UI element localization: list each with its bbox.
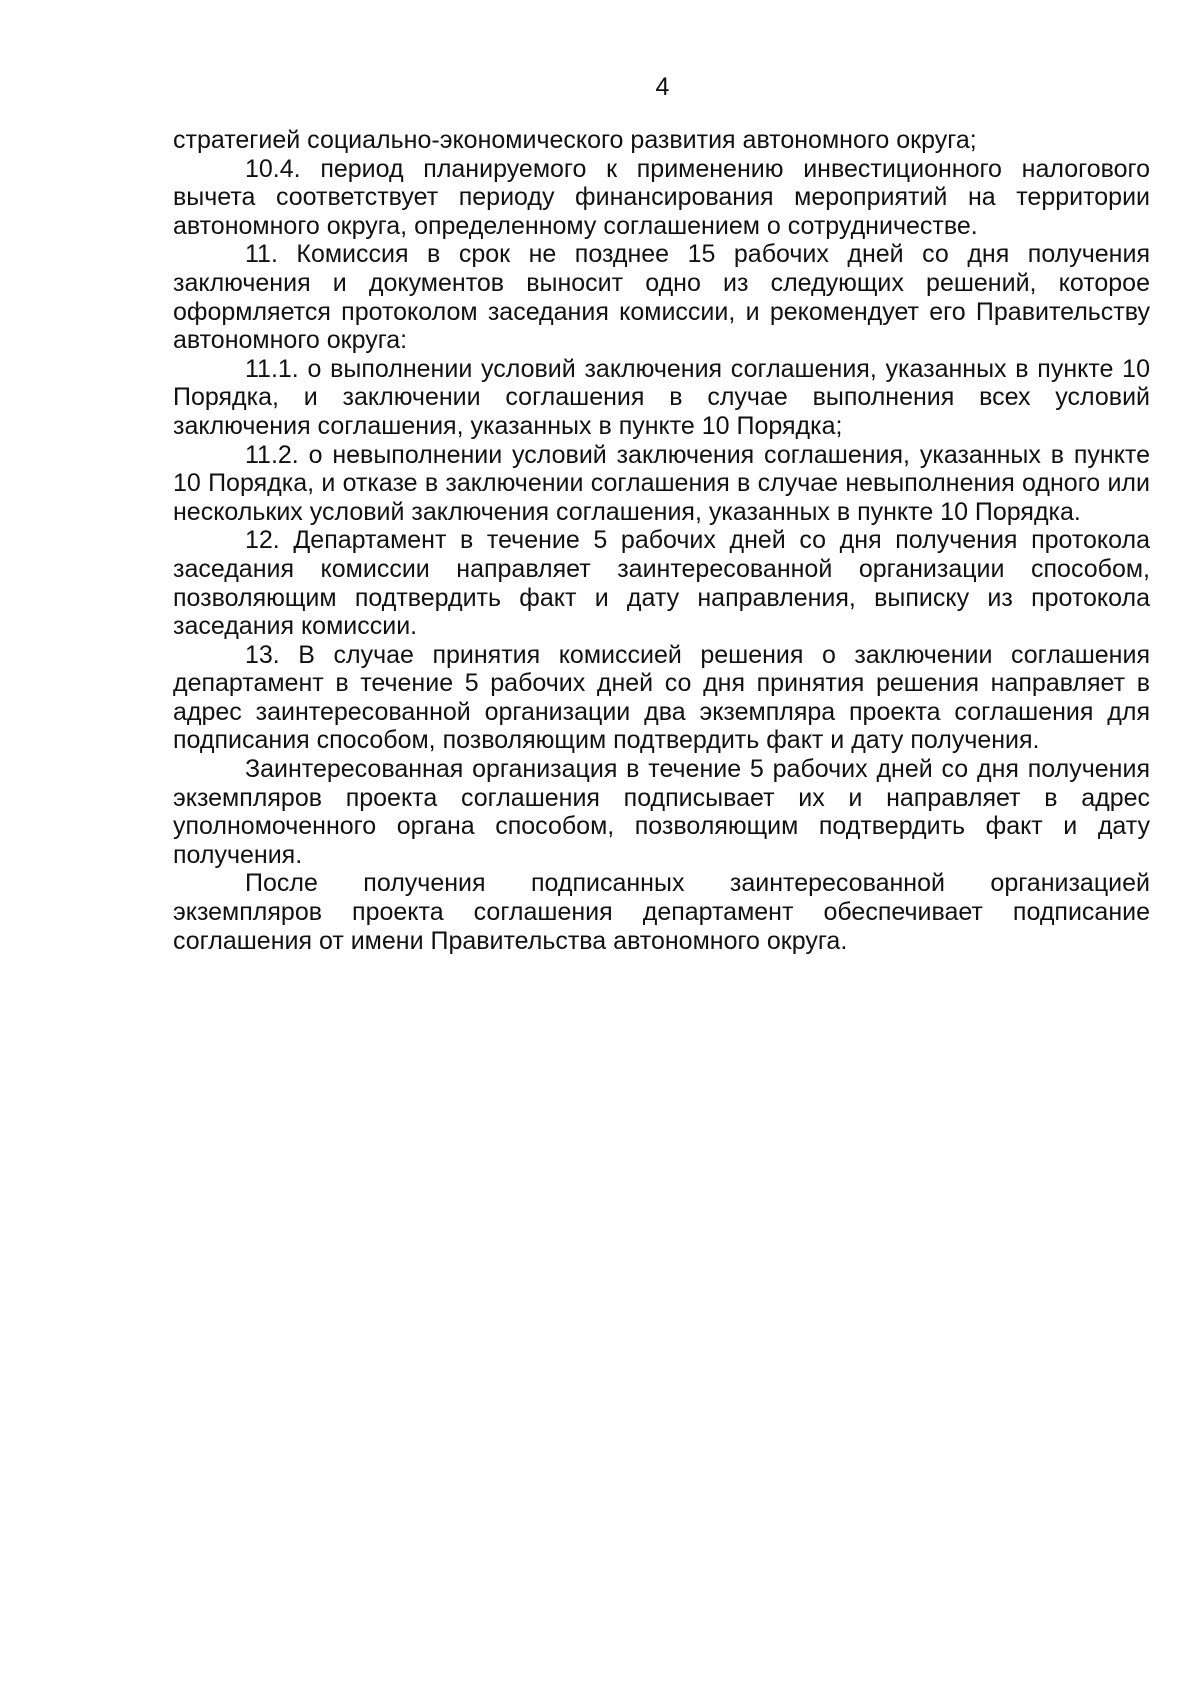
paragraph: 10.4. период планируемого к применению инвестиционного налогового вычета соответствует периоду финансирования мероприятий на территории автономного округа, определенному соглашением о сотрудничестве. — [173, 154, 1150, 240]
paragraph: 11. Комиссия в срок не позднее 15 рабочих дней со дня получения заключения и документов выносит одно из следующих решений, которое оформляется протоколом заседания комиссии, и рекомендует его Правительству автономного округа: — [173, 240, 1150, 355]
paragraph: 12. Департамент в течение 5 рабочих дней со дня получения протокола заседания комиссии направляет заинтересованной организации способом, позволяющим подтвердить факт и дату направления, выписку из протокола заседания комиссии. — [173, 526, 1150, 641]
paragraph: стратегией социально-экономического развития автономного округа; — [173, 126, 977, 154]
paragraph: 11.1. о выполнении условий заключения соглашения, указанных в пункте 10 Порядка, и заключении соглашения в случае выполнения всех условий заключения соглашения, указанных в пункте 10 Порядка; — [173, 354, 1150, 440]
paragraph: Заинтересованная организация в течение 5 рабочих дней со дня получения экземпляров проекта соглашения подписывает их и направляет в адрес уполномоченного органа способом, позволяющим подтвердить факт и дату получения. — [173, 755, 1150, 869]
paragraph: 13. В случае принятия комиссией решения о заключении соглашения департамент в течение 5 рабочих дней со дня принятия решения направляет в адрес заинтересованной организации два экземпляра проекта соглашения для подписания способом, позволяющим подтвердить факт и дату получения. — [173, 640, 1150, 755]
document-body — [173, 126, 1150, 955]
page-number: 4 — [655, 73, 670, 101]
paragraph: После получения подписанных заинтересованной организацией экземпляров проекта соглашения департамент обеспечивает подписание соглашения от имени Правительства автономного округа. — [173, 869, 1150, 955]
paragraph: 11.2. о невыполнении условий заключения соглашения, указанных в пункте 10 Порядка, и отказе в заключении соглашения в случае невыполнения одного или нескольких условий заключения соглашения, указанных в пункте 10 Порядка. — [173, 440, 1150, 526]
